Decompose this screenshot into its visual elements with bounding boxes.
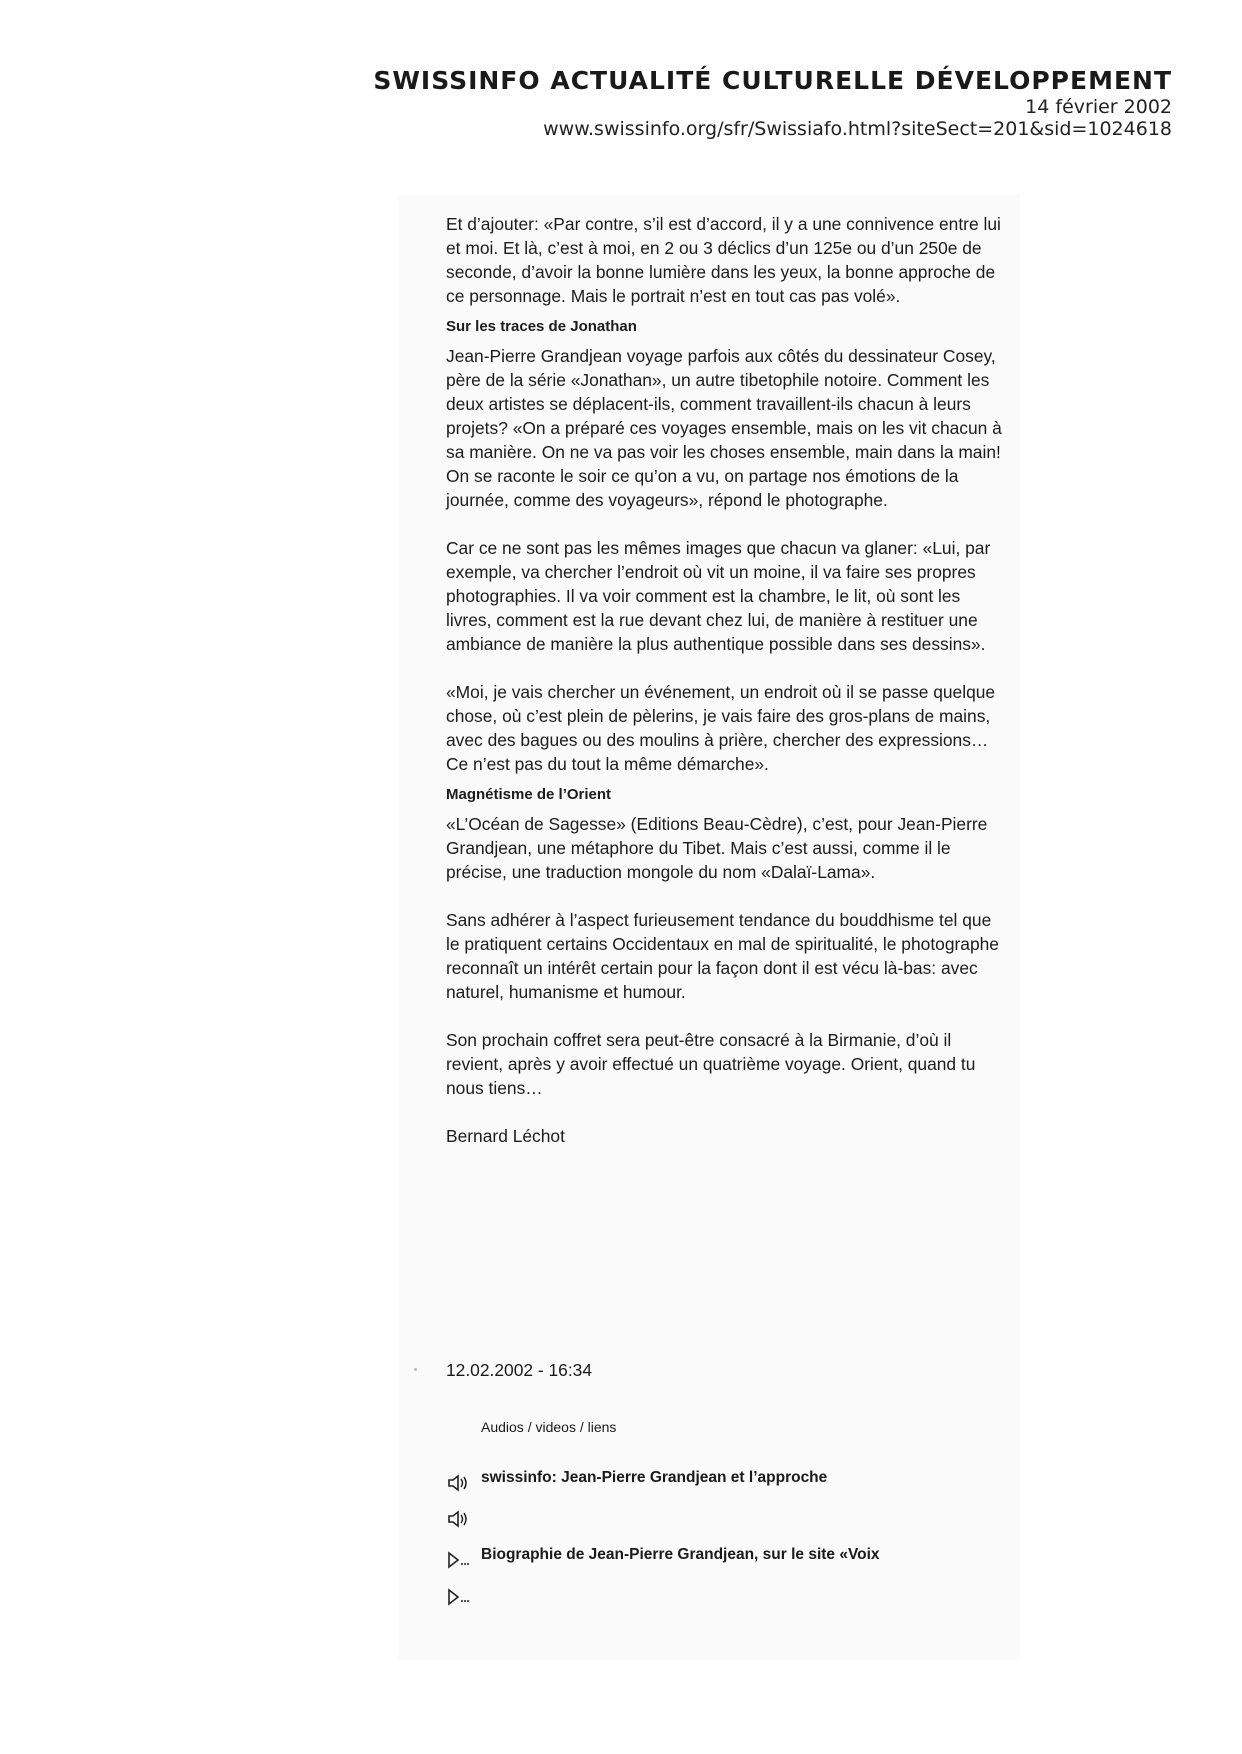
- speaker-icon[interactable]: [446, 1472, 474, 1496]
- link-item-web-2[interactable]: [446, 1582, 1006, 1610]
- article-timestamp: 12.02.2002 - 16:34: [446, 1360, 593, 1380]
- paragraph-2: Jean-Pierre Grandjean voyage parfois aux côtés du dessinateur Cosey, père de la série «Jonathan», un autre tibetophile notoire. Comment les deux artistes se déplacent-ils, comment travaillent-ils chacun à leurs projets? «On a préparé ces voyages ensemble, mais on les vit chacun à sa manière. On ne va pas voir les choses ensemble, main dans la main! On se raconte le soir ce qu’on a vu, on partage nos émotions de la journée, comme des voyageurs», répond le photographe.: [446, 346, 1002, 510]
- paragraph-6: Sans adhérer à l’aspect furieusement tendance du bouddhisme tel que le pratiquent certains Occidentaux en mal de spiritualité, le photographe reconnaît un intérêt certain pour la façon dont il est vécu là-bas: avec naturel, humanisme et humour.: [446, 910, 999, 1002]
- paragraph-4: «Moi, je vais chercher un événement, un endroit où il se passe quelque chose, où c’est plein de pèlerins, je vais faire des gros-plans de mains, avec des bagues ou des moulins à prière, chercher des expressions… Ce n’est pas du tout la même démarche».: [446, 682, 996, 774]
- arrow-link-icon[interactable]: [446, 1586, 474, 1610]
- speaker-icon[interactable]: [446, 1508, 474, 1532]
- paragraph-7: Son prochain coffret sera peut-être consacré à la Birmanie, d’où il revient, après y avoir effectué un quatrième voyage. Orient, quand tu nous tiens…: [446, 1030, 976, 1098]
- bullet-dot: [414, 1368, 417, 1371]
- paragraph-3: Car ce ne sont pas les mêmes images que chacun va glaner: «Lui, par exemple, va chercher l’endroit où vit un moine, il va faire ses propres photographies. Il va voir comment est la chambre, le lit, où sont les livres, comment est la rue devant chez lui, de manière à restituer une ambiance de manière la plus authentique possible dans ses dessins».: [446, 538, 991, 654]
- link-label[interactable]: Biographie de Jean-Pierre Grandjean, sur le site «Voix: [481, 1546, 880, 1563]
- article-body: [446, 212, 1006, 1148]
- arrow-link-icon[interactable]: [446, 1549, 474, 1573]
- section-heading-orient: Magnétisme de l’Orient: [446, 786, 612, 803]
- publication-title: SWISSINFO ACTUALITÉ CULTURELLE DÉVELOPPEMENT: [373, 66, 1172, 95]
- link-label[interactable]: swissinfo: Jean-Pierre Grandjean et l’approche: [481, 1469, 828, 1486]
- publication-date: 14 février 2002: [1025, 96, 1172, 118]
- link-item-web-1[interactable]: [446, 1545, 1006, 1573]
- author-signature: Bernard Léchot: [446, 1126, 565, 1146]
- section-heading-jonathan: Sur les traces de Jonathan: [446, 318, 637, 335]
- source-url: www.swissinfo.org/sfr/Swissiafo.html?siteSect=201&sid=1024618: [543, 118, 1172, 140]
- link-item-audio-1[interactable]: [446, 1468, 1006, 1496]
- paragraph-1: Et d’ajouter: «Par contre, s’il est d’accord, il y a une connivence entre lui et moi. Et là, c’est à moi, en 2 ou 3 déclics d’un 125e ou d’un 250e de seconde, d’avoir la bonne lumière dans les yeux, la bonne approche de ce personnage. Mais le portrait n’est en tout cas pas volé».: [446, 214, 1001, 306]
- page-header: [373, 66, 1172, 140]
- link-item-audio-2[interactable]: [446, 1504, 1006, 1532]
- paragraph-5: «L’Océan de Sagesse» (Editions Beau-Cèdre), c’est, pour Jean-Pierre Grandjean, une métaphore du Tibet. Mais c’est aussi, comme il le précise, une traduction mongole du nom «Dalaï-Lama».: [446, 814, 988, 882]
- links-section-title: Audios / videos / liens: [481, 1419, 617, 1435]
